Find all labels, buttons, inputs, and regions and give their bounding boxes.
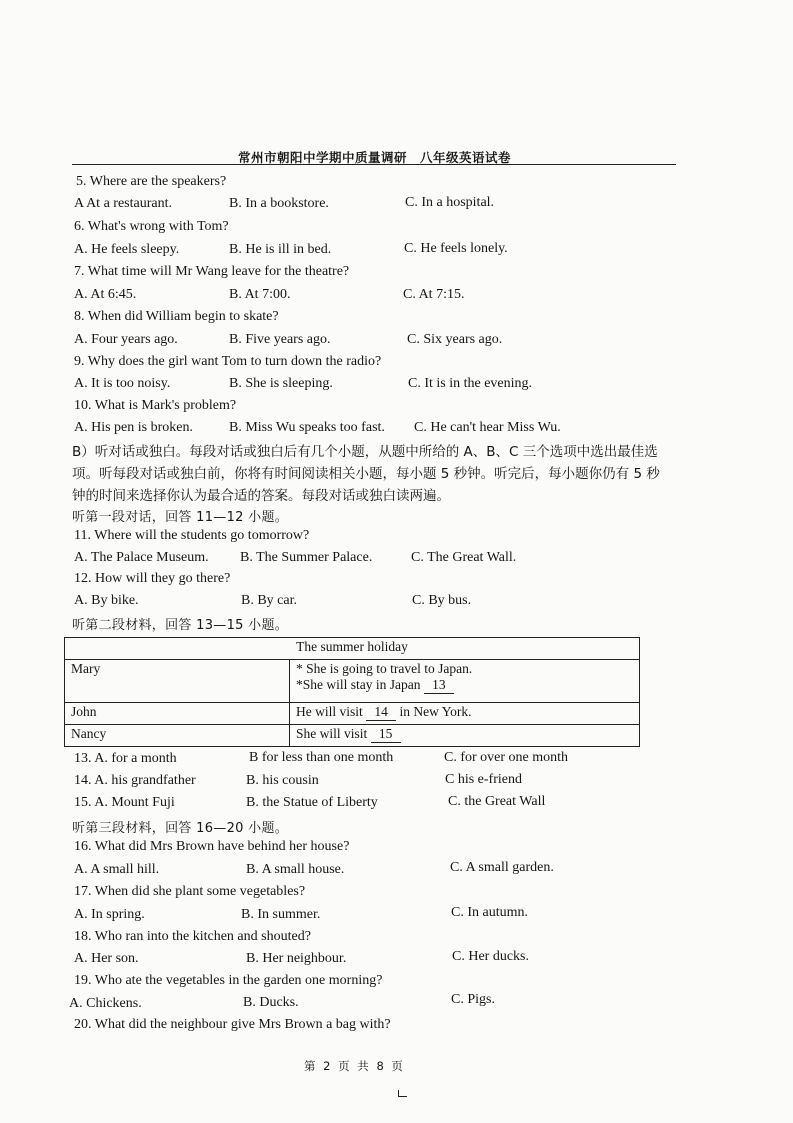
option-b: B. By car. — [241, 593, 297, 608]
blank-13: 13 — [424, 677, 454, 694]
question-text: 17. When did she plant some vegetables? — [74, 884, 306, 899]
nancy-info-prefix: She will visit — [296, 726, 371, 741]
option-b: B. The Summer Palace. — [240, 550, 373, 565]
option-c: C. In a hospital. — [405, 195, 495, 210]
table-cell-name: John — [65, 703, 290, 725]
table-row — [65, 703, 640, 725]
part1-label: 听第一段对话，回答 11—12 小题。 — [72, 510, 289, 525]
option-b: B for less than one month — [249, 750, 394, 765]
option-c: C. The Great Wall. — [411, 550, 517, 565]
option-c: C. A small garden. — [450, 860, 554, 875]
option-c: C. In autumn. — [451, 905, 528, 920]
option-b: B. He is ill in bed. — [229, 242, 332, 257]
table-cell-info — [290, 725, 640, 747]
option-c: C. for over one month — [444, 750, 569, 765]
header-divider — [72, 164, 676, 165]
question-text: 19. Who ate the vegetables in the garden one morning? — [74, 973, 383, 988]
option-c: C. Pigs. — [451, 992, 495, 1007]
john-info-prefix: He will visit — [296, 704, 367, 719]
question-text: 7. What time will Mr Wang leave for the theatre? — [74, 264, 350, 279]
option-b: B. A small house. — [246, 862, 345, 877]
section-b-instructions: B）听对话或独白。每段对话或独白后有几个小题，从题中所给的 A、B、C 三个选项中选出最佳选项。听每段对话或独白前，你将有时间阅读相关小题，每小题 5 秒钟。听完后，每小题你仍有 5 秒钟的时间来选择你认为最合适的答案。每段对话或独白读两遍。 — [72, 444, 660, 504]
option-a: A. The Palace Museum. — [74, 550, 209, 565]
option-a: A. A small hill. — [74, 862, 160, 877]
table-cell-info — [290, 703, 640, 725]
summer-holiday-table — [64, 637, 640, 747]
question-text: 16. What did Mrs Brown have behind her house? — [74, 839, 350, 854]
table-cell-name: Nancy — [65, 725, 290, 747]
question-text: 9. Why does the girl want Tom to turn down the radio? — [74, 354, 382, 369]
option-a: A. Her son. — [74, 951, 139, 966]
option-a: A. Chickens. — [69, 996, 142, 1011]
table-cell-name: Mary — [65, 660, 290, 703]
option-a: 13. A. for a month — [74, 751, 177, 766]
option-b: B. his cousin — [246, 773, 319, 788]
table-row — [65, 660, 640, 703]
option-c: C. At 7:15. — [403, 287, 465, 302]
option-a: A. It is too noisy. — [74, 376, 171, 391]
question-text: 18. Who ran into the kitchen and shouted? — [74, 929, 311, 944]
option-c: C. the Great Wall — [448, 794, 546, 809]
page-number: 第 2 页 共 8 页 — [304, 1059, 405, 1073]
option-c: C his e-friend — [445, 772, 522, 787]
table-row — [65, 638, 640, 660]
option-c: C. Six years ago. — [407, 332, 503, 347]
table-row — [65, 725, 640, 747]
question-text: 5. Where are the speakers? — [76, 174, 227, 189]
page-header-title: 常州市朝阳中学期中质量调研 八年级英语试卷 — [238, 150, 512, 165]
question-text: 6. What's wrong with Tom? — [74, 219, 229, 234]
option-a: A. He feels sleepy. — [74, 242, 180, 257]
blank-15: 15 — [371, 726, 401, 743]
mary-info-line-2 — [296, 677, 633, 694]
table-title: The summer holiday — [65, 638, 640, 660]
option-b: B. Five years ago. — [229, 332, 331, 347]
blank-14: 14 — [366, 704, 396, 721]
option-c: C. It is in the evening. — [408, 376, 533, 391]
option-b: B. Her neighbour. — [246, 951, 347, 966]
option-a: A. In spring. — [74, 907, 145, 922]
question-text: 12. How will they go there? — [74, 571, 231, 586]
option-a: A. By bike. — [74, 593, 139, 608]
option-a: A. His pen is broken. — [74, 420, 193, 435]
option-c: C. He feels lonely. — [404, 241, 508, 256]
option-a: A At a restaurant. — [74, 196, 172, 211]
option-c: C. He can't hear Miss Wu. — [414, 420, 561, 435]
option-b: B. She is sleeping. — [229, 376, 333, 391]
mary-info-line-1: * She is going to travel to Japan. — [296, 661, 473, 676]
question-text-20: 20. What did the neighbour give Mrs Brown a bag with? — [74, 1017, 391, 1032]
option-a: 15. A. Mount Fuji — [74, 795, 175, 810]
mary-info-prefix: *She will stay in Japan — [296, 677, 424, 692]
option-a: A. Four years ago. — [74, 332, 178, 347]
question-text: 10. What is Mark's problem? — [74, 398, 237, 413]
question-text: 8. When did William begin to skate? — [74, 309, 279, 324]
option-b: B. In a bookstore. — [229, 196, 329, 211]
option-b: B. Miss Wu speaks too fast. — [229, 420, 385, 435]
question-text: 11. Where will the students go tomorrow? — [74, 528, 310, 543]
corner-mark — [398, 1090, 407, 1097]
option-a: A. At 6:45. — [74, 287, 137, 302]
option-b: B. In summer. — [241, 907, 321, 922]
option-b: B. the Statue of Liberty — [246, 795, 378, 810]
part2-label: 听第二段材料，回答 13—15 小题。 — [72, 618, 289, 633]
option-a: 14. A. his grandfather — [74, 773, 196, 788]
option-b: B. At 7:00. — [229, 287, 291, 302]
option-b: B. Ducks. — [243, 995, 299, 1010]
option-c: C. Her ducks. — [452, 949, 529, 964]
option-c: C. By bus. — [412, 593, 472, 608]
part3-label: 听第三段材料，回答 16—20 小题。 — [72, 821, 289, 836]
table-cell-info — [290, 660, 640, 703]
john-info-suffix: in New York. — [396, 704, 472, 719]
